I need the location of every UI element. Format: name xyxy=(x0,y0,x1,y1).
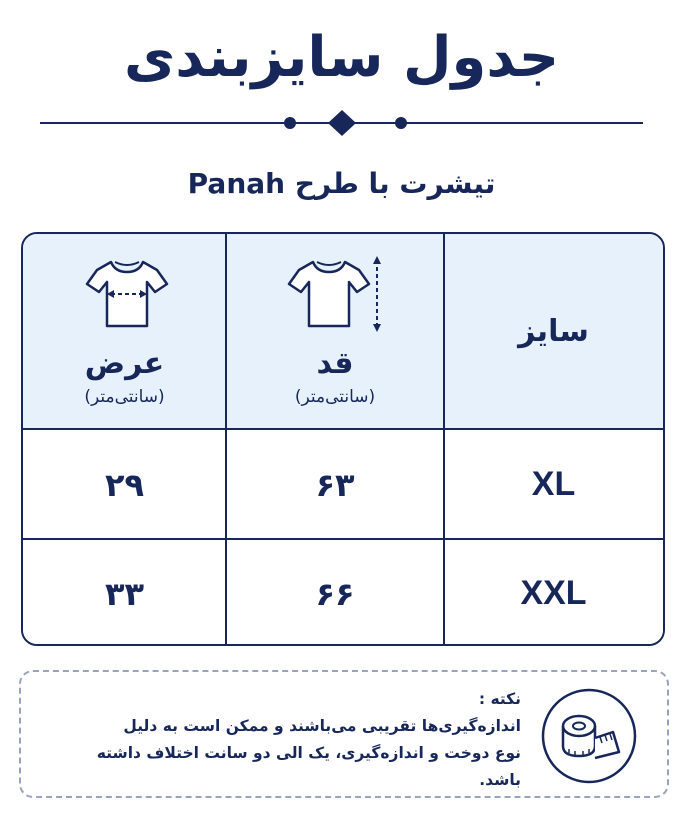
table-divider xyxy=(225,234,227,644)
header-length-label: قد xyxy=(316,346,354,381)
table-row xyxy=(23,430,663,539)
header-size-label: سایز xyxy=(518,314,589,349)
product-subtitle: تیشرت با طرح Panah xyxy=(187,167,496,200)
length-value: ۶۶ xyxy=(315,574,355,613)
width-value: ۲۹ xyxy=(104,465,145,504)
header-width-unit: (سانتی‌متر) xyxy=(84,387,165,407)
note-line-2: نوع دوخت و اندازه‌گیری، یک الی دو سانت اختلاف داشته باشد. xyxy=(96,744,521,789)
table-header-row xyxy=(23,234,663,430)
note-line-1: اندازه‌گیری‌ها تقریبی می‌باشند و ممکن است به دلیل xyxy=(123,717,521,735)
length-value: ۶۳ xyxy=(315,465,355,504)
tshirt-width-icon xyxy=(75,254,175,334)
table-row xyxy=(23,539,663,646)
table-divider xyxy=(443,234,445,644)
size-table xyxy=(21,232,665,646)
note-box xyxy=(19,670,669,798)
header-width-cell xyxy=(23,234,226,430)
note-title: نکته : xyxy=(478,690,521,708)
size-value: XL xyxy=(531,465,576,503)
size-value: XXL xyxy=(520,574,587,612)
table-divider xyxy=(23,538,663,540)
table-divider xyxy=(23,428,663,430)
width-value: ۳۳ xyxy=(104,574,145,613)
header-width-label: عرض xyxy=(84,346,165,381)
header-size-cell xyxy=(444,234,663,430)
page-title: جدول سایزبندی xyxy=(123,25,560,90)
tshirt-length-icon xyxy=(285,254,385,334)
header-length-cell xyxy=(226,234,444,430)
header-length-unit: (سانتی‌متر) xyxy=(294,387,376,407)
note-text xyxy=(51,686,521,794)
measuring-tape-icon xyxy=(539,686,639,786)
decorative-divider xyxy=(40,108,643,138)
